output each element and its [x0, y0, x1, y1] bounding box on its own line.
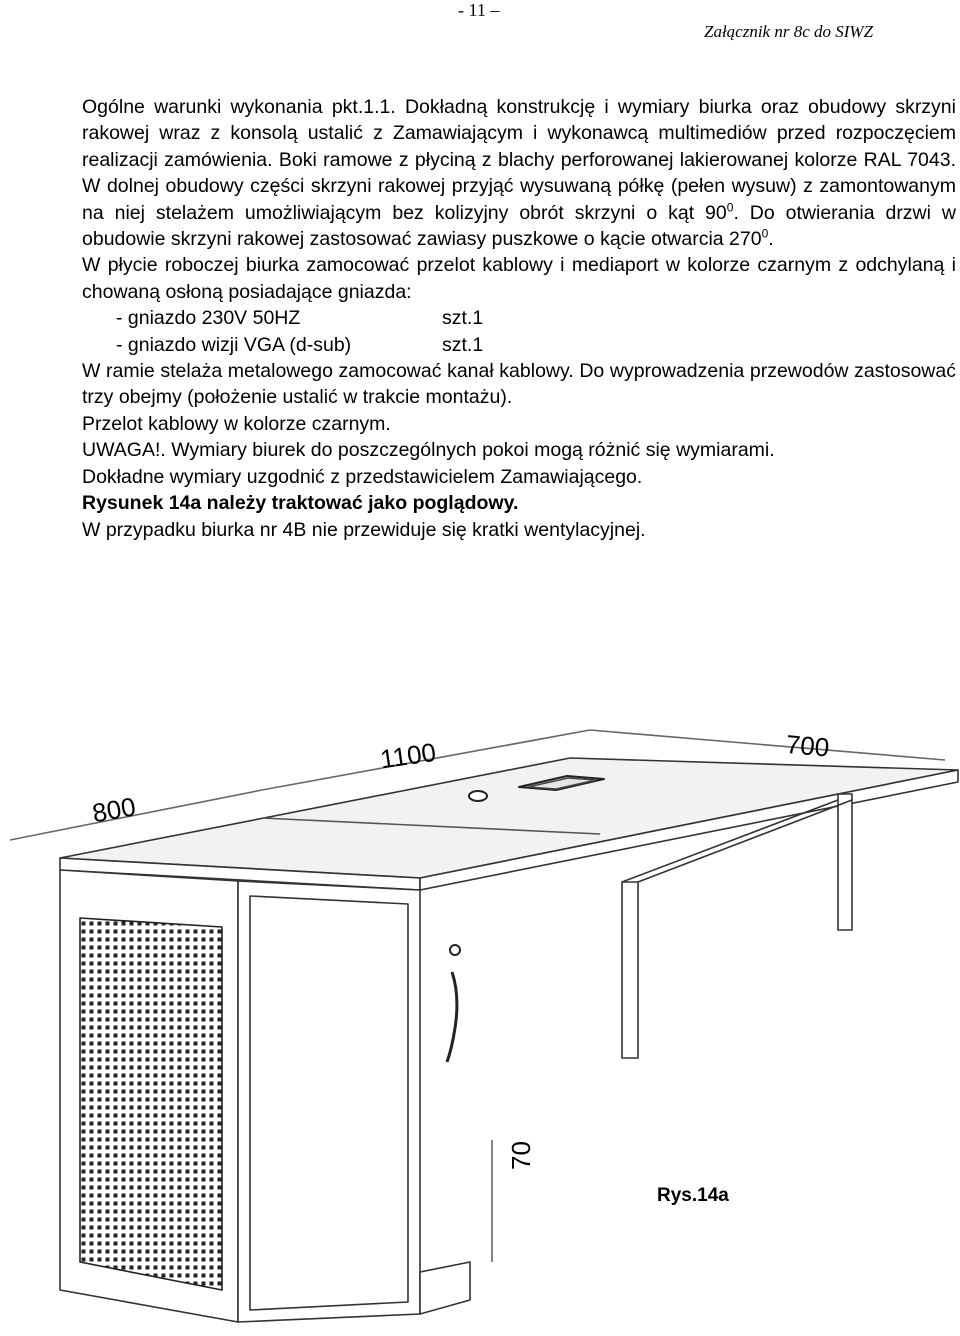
cable-grommet [469, 791, 487, 801]
line-4b-note: W przypadku biurka nr 4B nie przewiduje się kratki wentylacyjnej. [82, 518, 646, 541]
line-warning: UWAGA!. Wymiary biurek do poszczególnych pokoi mogą różnić się wymiarami. [82, 439, 775, 462]
line-dimensions-note: Dokładne wymiary uzgodnić z przedstawicielem Zamawiającego. [82, 465, 643, 488]
dim-width-label: 1100 [378, 736, 438, 775]
line-figure-note: Rysunek 14a należy traktować jako poglądowy. [82, 492, 519, 515]
socket-qty: szt.1 [442, 333, 484, 356]
paragraph-end: . [768, 228, 774, 251]
socket-label: - gniazdo 230V 50HZ [116, 307, 301, 330]
desk-drawing [0, 700, 960, 1336]
dim-cabinet-label: 800 [89, 791, 138, 829]
figure-caption: Rys.14a [657, 1185, 729, 1206]
dim-height-label: 70 [506, 1141, 536, 1170]
annex-label: Załącznik nr 8c do SIWZ [704, 22, 874, 41]
dim-line-700 [590, 730, 945, 760]
line-cable-passage: Przelot kablowy w kolorze czarnym. [82, 412, 391, 435]
socket-qty: szt.1 [442, 307, 484, 330]
desk-leg-front [622, 882, 638, 1058]
socket-label: - gniazdo wizji VGA (d-sub) [116, 333, 352, 356]
body-text [82, 94, 956, 543]
dim-depth-label: 700 [784, 728, 831, 763]
degree-superscript-2: 0 [761, 226, 769, 241]
desk-leg-back [838, 794, 852, 930]
cabinet-front [238, 881, 420, 1322]
list-item [82, 332, 956, 358]
paragraph-general-conditions [82, 94, 956, 252]
paragraph-mediaport: W płycie roboczej biurka zamocować przelot kablowy i mediaport w kolorze czarnym z odchylaną i chowaną osłoną posiadające gniazda: [82, 254, 956, 303]
paragraph-general-text: Ogólne warunki wykonania pkt.1.1. Dokładną konstrukcję i wymiary biurka oraz obudowy skrzyni rakowej wraz z konsolą ustalić z Zamawiającym i wykonawcą multimediów przed rozpoczęciem realizacji zamówienia. Boki ramowe z płyciną z blachy perforowanej lakierowanej kolorze RAL 7043. W dolnej obudowy części skrzyni rakowej przyjąć wysuwaną półkę (pełen wysuw) z zamontowanym na niej stelażem umożliwiającym bez kolizyjny obrót skrzyni o kąt 90 [82, 96, 956, 224]
degree-superscript: 0 [726, 200, 734, 215]
door-lock [450, 945, 460, 955]
perforated-panel [80, 918, 222, 1290]
page-number: - 11 – [458, 0, 500, 20]
paragraph-hinge-text: . Do otwierania drzwi w obudowie skrzyni rakowej zastosować zawiasy puszkowe o kącie otwarcia 270 [82, 201, 956, 251]
list-item [82, 305, 956, 331]
door-handle [447, 972, 457, 1062]
paragraph-cable-channel: W ramie stelaża metalowego zamocować kanał kablowy. Do wyprowadzenia przewodów zastosować trzy obejmy (położenie ustalić w trakcie montażu). [82, 360, 956, 409]
